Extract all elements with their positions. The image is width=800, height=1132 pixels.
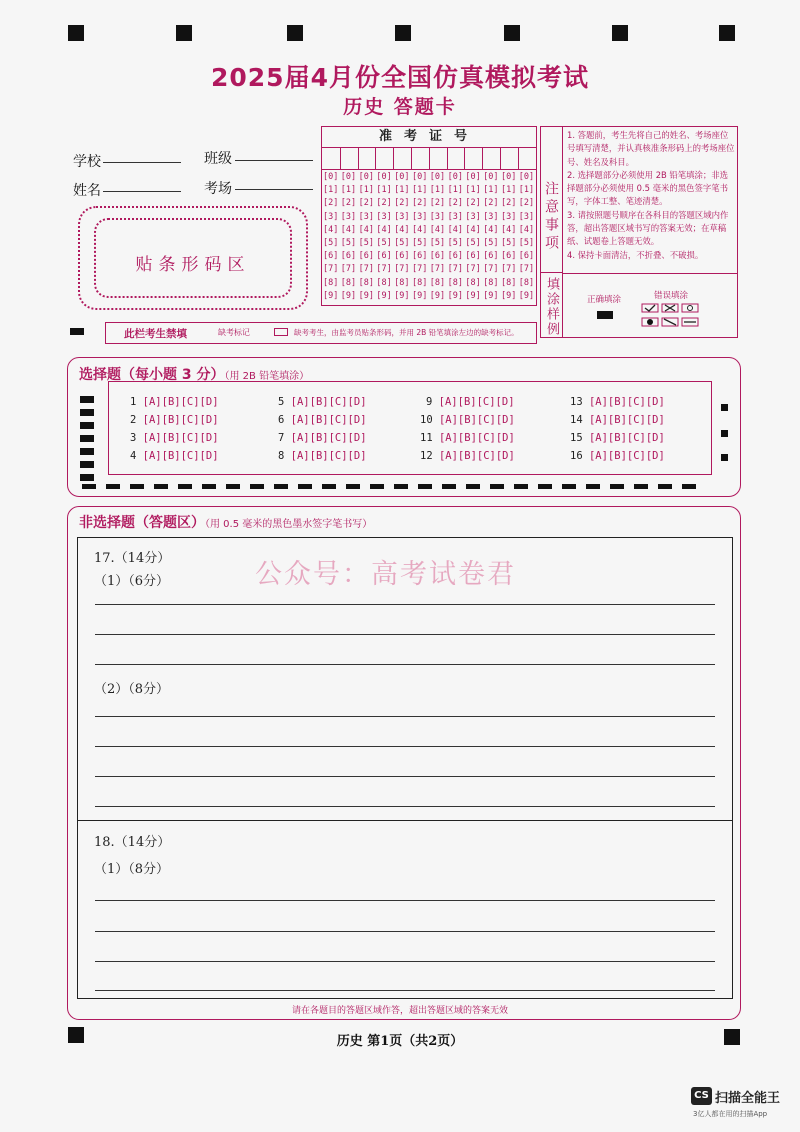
choice-question[interactable]: [420, 450, 515, 462]
ticket-digit-bubble[interactable]: [4]: [483, 224, 499, 235]
question-number: 16: [570, 450, 589, 462]
school-field[interactable]: [103, 162, 181, 163]
answer-area-note: 请在各题目的答题区域作答，超出答题区域的答案无效: [291, 1006, 508, 1016]
ticket-digit-bubble[interactable]: [1]: [323, 185, 339, 196]
divider: [322, 169, 536, 170]
timing-mark: [346, 484, 360, 489]
answer-line[interactable]: [95, 931, 715, 932]
ticket-digit-bubble[interactable]: [0]: [483, 172, 499, 182]
ticket-digit-bubble[interactable]: [7]: [323, 264, 339, 275]
ticket-digit-bubble[interactable]: [9]: [340, 290, 357, 301]
ticket-digit-bubble[interactable]: [6]: [323, 251, 339, 262]
timing-mark: [612, 25, 628, 41]
choice-question[interactable]: [570, 414, 665, 426]
option-bubbles[interactable]: [A][B][C][D]: [588, 450, 665, 462]
ticket-digit-bubble[interactable]: [9]: [394, 290, 410, 301]
timing-mark: [226, 484, 240, 489]
ticket-digit-bubble[interactable]: [1]: [501, 185, 517, 196]
non-choice-title-text: 非选择题（答题区）: [79, 515, 205, 531]
timing-mark: [80, 396, 94, 403]
ticket-digit-bubble[interactable]: [1]: [412, 185, 428, 196]
page-footer: 历史 第1页（共2页）: [336, 1034, 464, 1049]
timing-mark: [202, 484, 216, 489]
ticket-digit-bubble[interactable]: [5]: [412, 238, 428, 248]
ticket-digit-bubble[interactable]: [1]: [376, 185, 392, 196]
page-subtitle: 历史 答题卡: [343, 96, 457, 118]
choice-question[interactable]: [426, 396, 515, 408]
absent-mark-label: 缺考标记: [218, 328, 250, 337]
ticket-label: 准考证号: [322, 127, 536, 148]
ticket-digit-bubble[interactable]: [9]: [412, 290, 428, 301]
ticket-digit-bubble[interactable]: [5]: [501, 238, 517, 248]
ticket-digit-bubble[interactable]: [3]: [340, 211, 357, 222]
ticket-digit-bubble[interactable]: [1]: [340, 185, 357, 196]
room-field[interactable]: [235, 189, 313, 190]
room-label: 考场: [204, 181, 232, 197]
ticket-digit-bubble[interactable]: [5]: [465, 238, 481, 248]
option-bubbles[interactable]: [A][B][C][D]: [588, 414, 665, 426]
timing-mark: [176, 25, 192, 41]
question-number: 7: [278, 432, 291, 444]
ticket-digit-bubble[interactable]: [2]: [501, 198, 517, 209]
ticket-digit-bubble[interactable]: [5]: [340, 238, 357, 248]
ticket-digit-bubble[interactable]: [6]: [394, 251, 410, 262]
option-bubbles[interactable]: [A][B][C][D]: [142, 396, 219, 408]
q17-label: 17.（14分）: [94, 551, 171, 566]
barcode-label: 贴条形码区: [135, 255, 251, 275]
ticket-digit-bubble[interactable]: [0]: [394, 172, 410, 182]
choice-question[interactable]: [278, 396, 367, 408]
ticket-digit-bubble[interactable]: [2]: [358, 198, 374, 209]
timing-mark: [394, 484, 408, 489]
choice-question[interactable]: [278, 432, 367, 444]
question-divider: [77, 820, 733, 821]
ticket-digit-bubble[interactable]: [3]: [501, 211, 517, 222]
answer-line[interactable]: [95, 806, 715, 807]
ticket-entry-box[interactable]: [358, 147, 377, 169]
timing-mark: [322, 484, 336, 489]
ticket-digit-bubble[interactable]: [6]: [501, 251, 517, 262]
question-number: 3: [130, 432, 143, 444]
wrong-fill-label: 错误填涂: [654, 291, 689, 301]
timing-mark: [586, 484, 600, 489]
ticket-entry-box[interactable]: [340, 147, 359, 169]
ticket-digit-bubble[interactable]: [8]: [376, 277, 392, 288]
question-number: 13: [570, 396, 589, 408]
notice-panel: [540, 126, 738, 338]
ticket-digit-bubble[interactable]: [8]: [412, 277, 428, 288]
timing-mark: [721, 404, 728, 411]
option-bubbles[interactable]: [A][B][C][D]: [438, 450, 515, 462]
choice-question[interactable]: [130, 450, 219, 462]
ticket-digit-bubble[interactable]: [9]: [501, 290, 517, 301]
timing-mark: [418, 484, 432, 489]
timing-mark: [634, 484, 648, 489]
ticket-digit-bubble[interactable]: [7]: [358, 264, 374, 275]
ticket-digit-bubble[interactable]: [8]: [465, 277, 481, 288]
answer-line[interactable]: [95, 634, 715, 635]
ticket-entry-box[interactable]: [411, 147, 430, 169]
q17-part2-label: （2）（8分）: [94, 682, 170, 697]
ticket-digit-bubble[interactable]: [6]: [447, 251, 463, 262]
q18-label: 18.（14分）: [94, 835, 171, 850]
timing-mark: [514, 484, 528, 489]
ticket-digit-bubble[interactable]: [7]: [429, 264, 446, 275]
ticket-digit-bubble[interactable]: [7]: [394, 264, 410, 275]
q18-part1-label: （1）（8分）: [94, 862, 170, 877]
ticket-digit-bubble[interactable]: [9]: [358, 290, 374, 301]
ticket-digit-bubble[interactable]: [4]: [323, 224, 339, 235]
ticket-digit-bubble[interactable]: [4]: [518, 224, 535, 235]
ticket-digit-bubble[interactable]: [8]: [429, 277, 446, 288]
correct-fill-label: 正确填涂: [587, 295, 622, 305]
question-number: 10: [420, 414, 439, 426]
option-bubbles[interactable]: [A][B][C][D]: [290, 432, 367, 444]
ticket-digit-bubble[interactable]: [4]: [376, 224, 392, 235]
ticket-digit-bubble[interactable]: [8]: [358, 277, 374, 288]
ticket-digit-bubble[interactable]: [1]: [518, 185, 535, 196]
answer-line[interactable]: [95, 604, 715, 605]
timing-mark: [80, 448, 94, 455]
ticket-digit-bubble[interactable]: [9]: [518, 290, 535, 301]
name-field[interactable]: [103, 191, 181, 192]
ticket-digit-bubble[interactable]: [3]: [412, 211, 428, 222]
correct-fill-sample: [597, 311, 613, 319]
ticket-digit-bubble[interactable]: [5]: [483, 238, 499, 248]
question-number: 12: [420, 450, 439, 462]
ticket-digit-bubble[interactable]: [5]: [323, 238, 339, 248]
timing-mark: [504, 25, 520, 41]
ticket-digit-bubble[interactable]: [5]: [518, 238, 535, 248]
ticket-digit-bubble[interactable]: [4]: [429, 224, 446, 235]
ticket-digit-bubble[interactable]: [2]: [429, 198, 446, 209]
ticket-digit-bubble[interactable]: [4]: [358, 224, 374, 235]
question-number: 6: [278, 414, 291, 426]
ticket-digit-bubble[interactable]: [0]: [465, 172, 481, 182]
ticket-digit-bubble[interactable]: [8]: [501, 277, 517, 288]
ticket-digit-bubble[interactable]: [2]: [394, 198, 410, 209]
ticket-digit-bubble[interactable]: [8]: [340, 277, 357, 288]
timing-mark: [274, 484, 288, 489]
ticket-digit-bubble[interactable]: [9]: [323, 290, 339, 301]
ticket-entry-box[interactable]: [464, 147, 483, 169]
option-bubbles[interactable]: [A][B][C][D]: [142, 450, 219, 462]
timing-mark: [287, 25, 303, 41]
question-number: 8: [278, 450, 291, 462]
question-number: 2: [130, 414, 143, 426]
timing-mark: [370, 484, 384, 489]
ticket-digit-bubble[interactable]: [3]: [323, 211, 339, 222]
ticket-digit-bubble[interactable]: [6]: [483, 251, 499, 262]
option-bubbles[interactable]: [A][B][C][D]: [142, 414, 219, 426]
timing-mark: [80, 435, 94, 442]
ticket-entry-box[interactable]: [429, 147, 448, 169]
timing-mark: [80, 409, 94, 416]
ticket-digit-bubble[interactable]: [2]: [412, 198, 428, 209]
answer-line[interactable]: [95, 776, 715, 777]
ticket-digit-bubble[interactable]: [0]: [518, 172, 535, 182]
scanner-logo-icon: CS: [691, 1087, 712, 1105]
ticket-entry-box[interactable]: [482, 147, 501, 169]
ticket-digit-bubble[interactable]: [6]: [412, 251, 428, 262]
answer-line[interactable]: [95, 746, 715, 747]
answer-line[interactable]: [95, 900, 715, 901]
ticket-digit-bubble[interactable]: [2]: [323, 198, 339, 209]
ticket-digit-bubble[interactable]: [8]: [518, 277, 535, 288]
ticket-digit-bubble[interactable]: [7]: [501, 264, 517, 275]
ticket-digit-bubble[interactable]: [8]: [323, 277, 339, 288]
choice-question[interactable]: [420, 432, 515, 444]
notice-item: 2. 选择题部分必须使用 2B 铅笔填涂；非选择题部分必须使用 0.5 毫米的黑色签字笔书写，字体工整、笔迹清楚。: [567, 169, 729, 207]
notice-items: [567, 129, 735, 262]
ticket-digit-bubble[interactable]: [0]: [358, 172, 374, 182]
ticket-entry-box[interactable]: [322, 147, 341, 169]
question-number: 1: [130, 396, 143, 408]
choice-question[interactable]: [570, 396, 665, 408]
choice-question[interactable]: [130, 414, 219, 426]
question-number: 11: [420, 432, 439, 444]
timing-mark: [80, 461, 94, 468]
ticket-digit-bubble[interactable]: [1]: [447, 185, 463, 196]
timing-mark: [466, 484, 480, 489]
strip-left-label: 此栏考生禁填: [124, 328, 187, 340]
timing-mark: [130, 484, 144, 489]
notice-item: 4. 保持卡面清洁，不折叠、不破损。: [567, 249, 704, 260]
ticket-digit-bubble[interactable]: [1]: [429, 185, 446, 196]
ticket-digit-bubble[interactable]: [4]: [394, 224, 410, 235]
answer-area: [77, 537, 733, 999]
answer-line[interactable]: [95, 664, 715, 665]
ticket-digit-bubble[interactable]: [4]: [501, 224, 517, 235]
ticket-digit-bubble[interactable]: [3]: [483, 211, 499, 222]
non-choice-title: [79, 512, 372, 532]
choice-note: （用 2B 铅笔填涂）: [224, 371, 310, 382]
ticket-digit-bubble[interactable]: [4]: [412, 224, 428, 235]
timing-mark: [658, 484, 672, 489]
choice-question[interactable]: [570, 432, 665, 444]
school-label: 学校: [73, 154, 101, 170]
ticket-digit-bubble[interactable]: [9]: [465, 290, 481, 301]
class-label: 班级: [204, 151, 232, 167]
ticket-digit-bubble[interactable]: [2]: [376, 198, 392, 209]
watermark: 公众号：高考试卷君: [255, 559, 516, 590]
ticket-digit-bubble[interactable]: [9]: [483, 290, 499, 301]
timing-mark: [538, 484, 552, 489]
answer-line[interactable]: [95, 990, 715, 991]
choice-question[interactable]: [130, 396, 219, 408]
ticket-digit-bubble[interactable]: [8]: [447, 277, 463, 288]
ticket-digit-bubble[interactable]: [0]: [501, 172, 517, 182]
ticket-entry-box[interactable]: [518, 147, 537, 169]
timing-mark: [395, 25, 411, 41]
ticket-digit-bubble[interactable]: [9]: [447, 290, 463, 301]
ticket-digit-bubble[interactable]: [8]: [394, 277, 410, 288]
option-bubbles[interactable]: [A][B][C][D]: [290, 450, 367, 462]
page-title: 2025届4月份全国仿真模拟考试: [211, 63, 589, 92]
option-bubbles[interactable]: [A][B][C][D]: [588, 396, 665, 408]
ticket-digit-bubble[interactable]: [7]: [518, 264, 535, 275]
absent-mark-box[interactable]: [274, 328, 288, 336]
question-number: 9: [426, 396, 439, 408]
timing-mark: [721, 454, 728, 461]
option-bubbles[interactable]: [A][B][C][D]: [290, 396, 367, 408]
option-bubbles[interactable]: [A][B][C][D]: [588, 432, 665, 444]
ticket-digit-bubble[interactable]: [5]: [394, 238, 410, 248]
timing-mark: [106, 484, 120, 489]
wrong-fill-samples: [641, 302, 703, 332]
ticket-digit-bubble[interactable]: [6]: [358, 251, 374, 262]
ticket-digit-bubble[interactable]: [0]: [447, 172, 463, 182]
ticket-digit-bubble[interactable]: [0]: [429, 172, 446, 182]
ticket-digit-bubble[interactable]: [6]: [465, 251, 481, 262]
timing-mark: [298, 484, 312, 489]
ticket-digit-bubble[interactable]: [2]: [518, 198, 535, 209]
option-bubbles[interactable]: [A][B][C][D]: [142, 432, 219, 444]
option-bubbles[interactable]: [A][B][C][D]: [438, 432, 515, 444]
ticket-digit-bubble[interactable]: [1]: [358, 185, 374, 196]
ticket-digit-bubble[interactable]: [2]: [447, 198, 463, 209]
barcode-inner-frame: [94, 218, 292, 298]
choice-question[interactable]: [130, 432, 219, 444]
notice-item: 3. 请按照题号顺序在各科目的答题区域内作答，超出答题区域书写的答案无效；在草稿纸、试题卷上答题无效。: [567, 209, 729, 247]
timing-mark: [250, 484, 264, 489]
notice-item: 1. 答题前，考生先将自己的姓名、考场座位号填写清楚，并认真核准条形码上的考场座位号、姓名及科目。: [567, 130, 735, 167]
option-bubbles[interactable]: [A][B][C][D]: [290, 414, 367, 426]
ticket-digit-bubble[interactable]: [5]: [376, 238, 392, 248]
absent-note: 缺考考生，由监考员贴条形码，并用 2B 铅笔填涂左边的缺考标记。: [294, 328, 519, 337]
timing-mark: [610, 484, 624, 489]
notice-title: 注意事项: [541, 127, 563, 273]
timing-mark: [178, 484, 192, 489]
question-number: 5: [278, 396, 291, 408]
scanner-app-name: 扫描全能王: [715, 1091, 781, 1106]
ticket-digit-bubble[interactable]: [6]: [376, 251, 392, 262]
ticket-digit-bubble[interactable]: [9]: [429, 290, 446, 301]
answer-line[interactable]: [95, 961, 715, 962]
ticket-number-grid: [321, 126, 537, 306]
ticket-digit-bubble[interactable]: [7]: [465, 264, 481, 275]
timing-mark: [682, 484, 696, 489]
ticket-digit-bubble[interactable]: [3]: [358, 211, 374, 222]
ticket-digit-bubble[interactable]: [6]: [340, 251, 357, 262]
choice-question[interactable]: [278, 450, 367, 462]
ticket-digit-bubble[interactable]: [0]: [323, 172, 339, 182]
timing-mark: [154, 484, 168, 489]
ticket-digit-bubble[interactable]: [9]: [376, 290, 392, 301]
ticket-digit-bubble[interactable]: [3]: [394, 211, 410, 222]
timing-mark: [442, 484, 456, 489]
ticket-entry-box[interactable]: [447, 147, 466, 169]
timing-mark: [82, 484, 96, 489]
timing-mark: [70, 328, 84, 335]
ticket-digit-bubble[interactable]: [2]: [340, 198, 357, 209]
ticket-digit-bubble[interactable]: [5]: [429, 238, 446, 248]
ticket-entry-box[interactable]: [393, 147, 412, 169]
choice-question[interactable]: [570, 450, 665, 462]
ticket-digit-bubble[interactable]: [7]: [447, 264, 463, 275]
choice-question[interactable]: [278, 414, 367, 426]
ticket-digit-bubble[interactable]: [2]: [483, 198, 499, 209]
answer-line[interactable]: [95, 716, 715, 717]
ticket-digit-bubble[interactable]: [3]: [376, 211, 392, 222]
timing-mark: [80, 474, 94, 481]
ticket-digit-bubble[interactable]: [6]: [518, 251, 535, 262]
option-bubbles[interactable]: [A][B][C][D]: [438, 414, 515, 426]
timing-mark: [68, 25, 84, 41]
scanner-tagline: 3亿人都在用的扫描App: [693, 1110, 768, 1118]
ticket-digit-bubble[interactable]: [3]: [429, 211, 446, 222]
ticket-digit-bubble[interactable]: [3]: [518, 211, 535, 222]
q17-part1-label: （1）（6分）: [94, 574, 170, 589]
ticket-digit-bubble[interactable]: [1]: [465, 185, 481, 196]
ticket-digit-bubble[interactable]: [2]: [465, 198, 481, 209]
barcode-area: [78, 206, 308, 310]
question-number: 4: [130, 450, 143, 462]
ticket-digit-bubble[interactable]: [5]: [447, 238, 463, 248]
choice-title-text: 选择题（每小题 3 分）: [79, 367, 225, 383]
ticket-digit-bubble[interactable]: [0]: [412, 172, 428, 182]
ticket-digit-bubble[interactable]: [4]: [465, 224, 481, 235]
class-field[interactable]: [235, 160, 313, 161]
timing-mark: [719, 25, 735, 41]
question-number: 14: [570, 414, 589, 426]
ticket-digit-bubble[interactable]: [1]: [483, 185, 499, 196]
ticket-digit-bubble[interactable]: [3]: [465, 211, 481, 222]
ticket-digit-bubble[interactable]: [7]: [412, 264, 428, 275]
ticket-digit-bubble[interactable]: [7]: [376, 264, 392, 275]
timing-mark: [80, 422, 94, 429]
ticket-digit-bubble[interactable]: [0]: [340, 172, 357, 182]
ticket-digit-bubble[interactable]: [7]: [340, 264, 357, 275]
ticket-digit-bubble[interactable]: [6]: [429, 251, 446, 262]
ticket-digit-bubble[interactable]: [4]: [340, 224, 357, 235]
ticket-entry-box[interactable]: [375, 147, 394, 169]
ticket-digit-bubble[interactable]: [0]: [376, 172, 392, 182]
ticket-entry-box[interactable]: [500, 147, 519, 169]
divider: [563, 273, 737, 274]
ticket-digit-bubble[interactable]: [5]: [358, 238, 374, 248]
ticket-digit-bubble[interactable]: [4]: [447, 224, 463, 235]
choice-question[interactable]: [420, 414, 515, 426]
absent-strip: [105, 322, 537, 344]
ticket-digit-bubble[interactable]: [1]: [394, 185, 410, 196]
sample-title: 填涂样例: [541, 273, 563, 337]
option-bubbles[interactable]: [A][B][C][D]: [438, 396, 515, 408]
timing-mark: [490, 484, 504, 489]
timing-mark: [562, 484, 576, 489]
ticket-digit-bubble[interactable]: [8]: [483, 277, 499, 288]
non-choice-note: （用 0.5 毫米的黑色墨水签字笔书写）: [205, 519, 373, 530]
ticket-digit-bubble[interactable]: [3]: [447, 211, 463, 222]
ticket-digit-bubble[interactable]: [7]: [483, 264, 499, 275]
question-number: 15: [570, 432, 589, 444]
name-label: 姓名: [73, 183, 101, 199]
timing-mark: [721, 430, 728, 437]
